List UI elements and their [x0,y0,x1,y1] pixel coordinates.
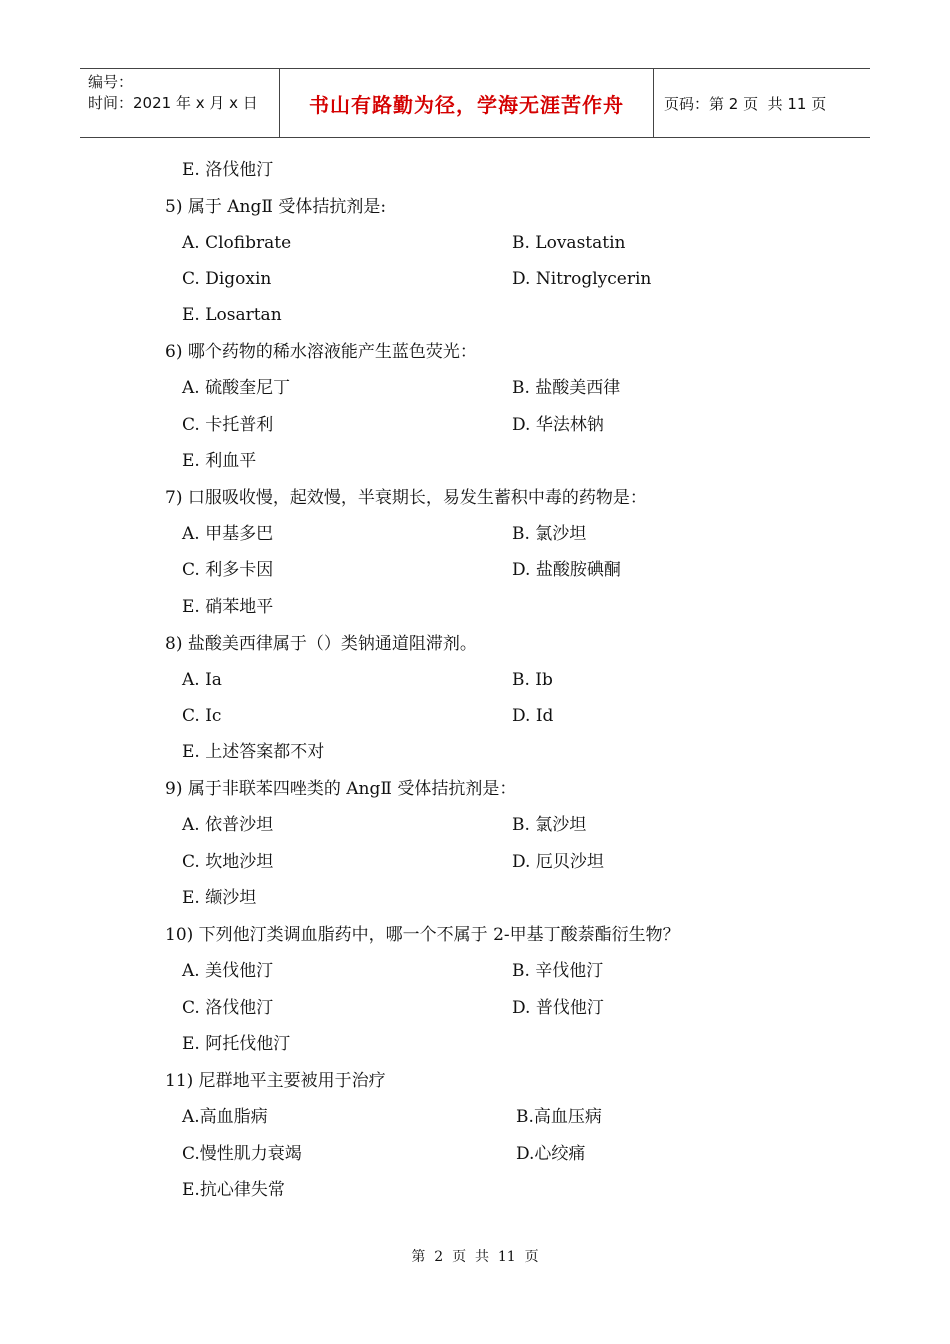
question-line: 10) 下列他汀类调血脂药中，哪一个不属于 2-甲基丁酸萘酯衍生物？ [165,925,680,945]
option-line: A.高血脂病 [182,1107,268,1127]
option-line: D. Ⅰd [512,706,554,726]
option-line: C. Digoxin [182,269,272,289]
option-line: A. 美伐他汀 [182,961,274,981]
page-footer: 第 2 页 共 11 页 [411,1249,539,1265]
option-line: A. 依普沙坦 [182,815,274,835]
question-line: 9) 属于非联苯四唑类的 AngⅡ 受体拮抗剂是： [165,779,517,799]
header-meta [80,69,280,137]
option-line: D. Nitroglycerin [512,269,652,289]
option-line: E. 硝苯地平 [182,597,274,617]
option-line: E. 上述答案都不对 [182,742,325,762]
question-line: 7) 口服吸收慢，起效慢，半衰期长，易发生蓄积中毒的药物是： [165,488,647,508]
option-line: B.高血压病 [516,1107,602,1127]
option-line: C.慢性肌力衰竭 [182,1144,302,1164]
option-line: D. 华法林钠 [512,415,604,435]
option-line: E. 利血平 [182,451,257,471]
option-line: B. 辛伐他汀 [512,961,604,981]
header-page-info: 页码：第 2 页 共 11 页 [664,94,827,113]
option-line: C. 利多卡因 [182,560,274,580]
document-number: 编号： [88,73,134,91]
option-line: B. Lovastatin [512,233,626,253]
option-line: C. 坎地沙坦 [182,852,274,872]
option-line: D. 盐酸胺碘酮 [512,560,621,580]
option-line: B. Ⅰb [512,670,553,690]
option-line: B. 盐酸美西律 [512,378,621,398]
option-line: E. 阿托伐他汀 [182,1034,291,1054]
option-line: A. Clofibrate [182,233,292,253]
option-line: D. 厄贝沙坦 [512,852,604,872]
page-header [80,68,870,138]
option-line: E. 洛伐他汀 [182,160,274,180]
option-line: C. 洛伐他汀 [182,998,274,1018]
option-line: D.心绞痛 [516,1144,586,1164]
option-line: E.抗心律失常 [182,1180,285,1200]
option-line: B. 氯沙坦 [512,815,587,835]
option-line: E. 缬沙坦 [182,888,257,908]
question-line: 5) 属于 AngⅡ 受体拮抗剂是: [165,197,387,217]
option-line: D. 普伐他汀 [512,998,604,1018]
option-line: A. 硫酸奎尼丁 [182,378,291,398]
header-motto: 书山有路勤为径，学海无涯苦作舟 [280,69,654,137]
question-line: 8) 盐酸美西律属于（）类钠通道阻滞剂。 [165,634,477,654]
question-line: 11) 尼群地平主要被用于治疗 [165,1071,386,1091]
option-line: C. 卡托普利 [182,415,274,435]
option-line: A. 甲基多巴 [182,524,274,544]
question-line: 6) 哪个药物的稀水溶液能产生蓝色荧光： [165,342,477,362]
option-line: A. Ⅰa [182,670,222,690]
option-line: B. 氯沙坦 [512,524,587,544]
option-line: C. Ⅰc [182,706,222,726]
option-line: E. Losartan [182,305,282,325]
document-date: 时间：2021 年 x 月 x 日 [88,94,258,112]
